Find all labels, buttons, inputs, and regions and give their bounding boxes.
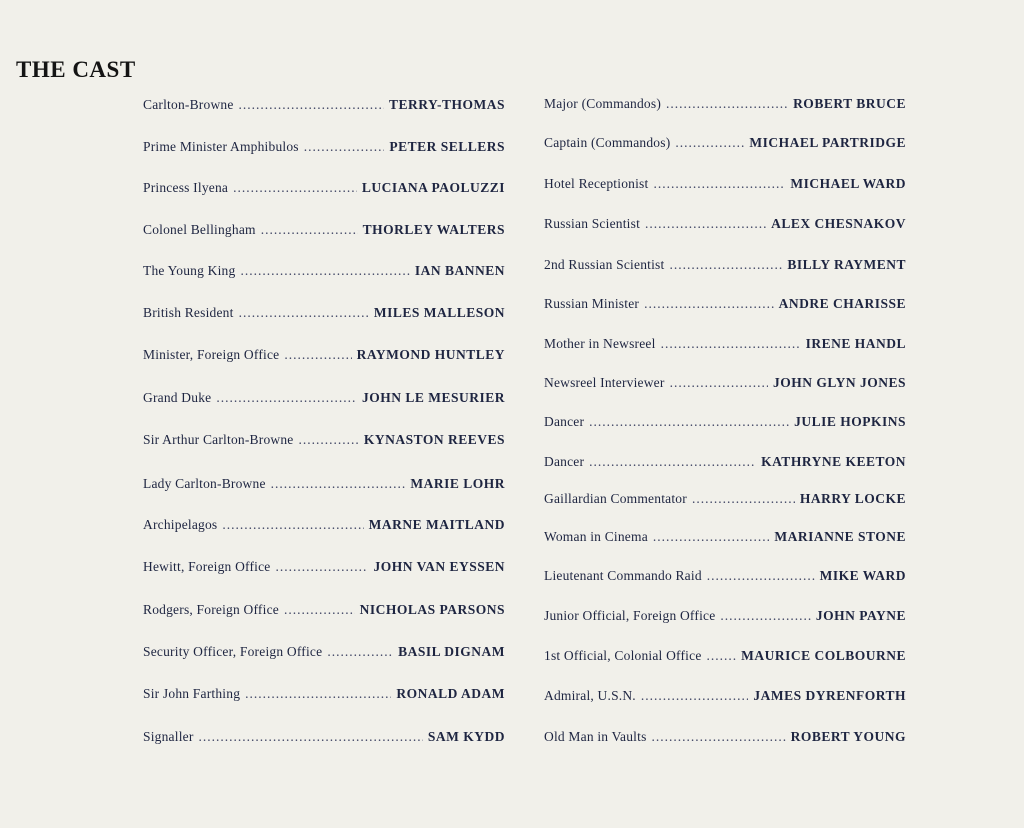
page-title: THE CAST	[16, 57, 136, 82]
dot-leader	[589, 414, 789, 430]
actor-name: KATHRYNE KEETON	[761, 454, 906, 469]
actor-name: BILLY RAYMENT	[787, 257, 906, 272]
role-name: Admiral, U.S.N.	[544, 688, 636, 703]
cast-entry	[544, 216, 906, 232]
role-name: Junior Official, Foreign Office	[544, 608, 716, 623]
role-name: Major (Commandos)	[544, 96, 662, 111]
cast-entry	[544, 454, 906, 470]
dot-leader	[298, 432, 358, 448]
cast-entry	[544, 729, 906, 745]
dot-leader	[240, 263, 409, 279]
dot-leader	[644, 296, 774, 312]
role-name: Carlton-Browne	[143, 97, 234, 112]
dot-leader	[222, 517, 363, 533]
cast-entry	[544, 491, 906, 507]
actor-name: JOHN PAYNE	[815, 608, 906, 623]
dot-leader	[707, 648, 737, 664]
actor-name: JOHN VAN EYSSEN	[373, 559, 505, 574]
dot-leader	[692, 491, 795, 507]
actor-name: MILES MALLESON	[373, 305, 505, 320]
dot-leader	[245, 686, 391, 702]
dot-leader	[720, 608, 810, 624]
role-name: Sir John Farthing	[143, 686, 241, 701]
cast-entry	[544, 257, 906, 273]
cast-entry	[143, 559, 505, 575]
role-name: Russian Scientist	[544, 216, 641, 231]
role-name: The Young King	[143, 263, 236, 278]
actor-name: BASIL DIGNAM	[398, 644, 505, 659]
dot-leader	[652, 729, 786, 745]
role-name: Dancer	[544, 414, 585, 429]
actor-name: RONALD ADAM	[396, 686, 505, 701]
actor-name: IAN BANNEN	[414, 263, 505, 278]
actor-name: MIKE WARD	[819, 568, 906, 583]
cast-entry	[143, 180, 505, 196]
role-name: Dancer	[544, 454, 585, 469]
actor-name: TERRY-THOMAS	[388, 97, 505, 112]
cast-entry	[544, 296, 906, 312]
dot-leader	[669, 257, 782, 273]
cast-entry	[143, 729, 505, 745]
dot-leader	[653, 176, 785, 192]
cast-entry	[143, 476, 505, 492]
cast-entry	[544, 135, 906, 151]
role-name: Archipelagos	[143, 517, 218, 532]
actor-name: MICHAEL WARD	[790, 176, 906, 191]
role-name: Signaller	[143, 729, 194, 744]
dot-leader	[645, 216, 766, 232]
dot-leader	[276, 559, 369, 575]
actor-name: MARIE LOHR	[410, 476, 505, 491]
actor-name: NICHOLAS PARSONS	[359, 602, 505, 617]
role-name: Minister, Foreign Office	[143, 347, 280, 362]
actor-name: ANDRE CHARISSE	[778, 296, 906, 311]
actor-name: MARNE MAITLAND	[368, 517, 505, 532]
role-name: Lieutenant Commando Raid	[544, 568, 702, 583]
actor-name: LUCIANA PAOLUZZI	[361, 180, 505, 195]
cast-entry	[544, 568, 906, 584]
role-name: Hotel Receptionist	[544, 176, 649, 191]
role-name: Hewitt, Foreign Office	[143, 559, 271, 574]
cast-entry	[544, 176, 906, 192]
role-name: Woman in Cinema	[544, 529, 648, 544]
cast-entry	[143, 432, 505, 448]
role-name: Security Officer, Foreign Office	[143, 644, 323, 659]
role-name: Old Man in Vaults	[544, 729, 647, 744]
actor-name: MICHAEL PARTRIDGE	[749, 135, 906, 150]
actor-name: JULIE HOPKINS	[794, 414, 906, 429]
cast-entry	[143, 644, 505, 660]
actor-name: ROBERT BRUCE	[793, 96, 906, 111]
cast-entry	[143, 686, 505, 702]
cast-entry	[143, 390, 505, 406]
actor-name: KYNASTON REEVES	[363, 432, 505, 447]
role-name: Newsreel Interviewer	[544, 375, 665, 390]
dot-leader	[670, 375, 768, 391]
actor-name: HARRY LOCKE	[799, 491, 906, 506]
dot-leader	[216, 390, 357, 406]
dot-leader	[261, 222, 358, 238]
actor-name: JOHN GLYN JONES	[772, 375, 906, 390]
role-name: 2nd Russian Scientist	[544, 257, 665, 272]
cast-entry	[143, 222, 505, 238]
dot-leader	[271, 476, 406, 492]
actor-name: ROBERT YOUNG	[790, 729, 906, 744]
role-name: 1st Official, Colonial Office	[544, 648, 702, 663]
cast-entry	[544, 529, 906, 545]
cast-entry	[544, 608, 906, 624]
actor-name: MAURICE COLBOURNE	[741, 648, 906, 663]
dot-leader	[653, 529, 769, 545]
cast-entry	[143, 97, 505, 113]
role-name: Lady Carlton-Browne	[143, 476, 266, 491]
actor-name: RAYMOND HUNTLEY	[356, 347, 505, 362]
dot-leader	[327, 644, 393, 660]
role-name: Prime Minister Amphibulos	[143, 139, 299, 154]
actor-name: ALEX CHESNAKOV	[771, 216, 906, 231]
dot-leader	[304, 139, 385, 155]
role-name: Mother in Newsreel	[544, 336, 656, 351]
dot-leader	[707, 568, 815, 584]
cast-entry	[544, 96, 906, 112]
role-name: Sir Arthur Carlton-Browne	[143, 432, 294, 447]
dot-leader	[641, 688, 748, 704]
cast-entry	[143, 139, 505, 155]
dot-leader	[233, 180, 357, 196]
actor-name: MARIANNE STONE	[774, 529, 906, 544]
actor-name: JOHN LE MESURIER	[361, 390, 505, 405]
role-name: Rodgers, Foreign Office	[143, 602, 279, 617]
role-name: Grand Duke	[143, 390, 212, 405]
dot-leader	[284, 347, 351, 363]
cast-entry	[544, 414, 906, 430]
actor-name: THORLEY WALTERS	[362, 222, 505, 237]
actor-name: PETER SELLERS	[389, 139, 505, 154]
role-name: Gaillardian Commentator	[544, 491, 687, 506]
cast-entry	[143, 347, 505, 363]
dot-leader	[284, 602, 355, 618]
cast-entry	[143, 305, 505, 321]
cast-entry	[143, 517, 505, 533]
cast-entry	[143, 263, 505, 279]
cast-entry	[544, 648, 906, 664]
dot-leader	[589, 454, 756, 470]
cast-entry	[544, 336, 906, 352]
dot-leader	[199, 729, 423, 745]
cast-entry	[544, 375, 906, 391]
role-name: Russian Minister	[544, 296, 640, 311]
dot-leader	[675, 135, 744, 151]
cast-entry	[544, 688, 906, 704]
dot-leader	[239, 97, 384, 113]
role-name: British Resident	[143, 305, 234, 320]
dot-leader	[666, 96, 788, 112]
cast-entry	[143, 602, 505, 618]
actor-name: IRENE HANDL	[805, 336, 906, 351]
role-name: Captain (Commandos)	[544, 135, 671, 150]
dot-leader	[661, 336, 801, 352]
role-name: Colonel Bellingham	[143, 222, 256, 237]
actor-name: SAM KYDD	[427, 729, 505, 744]
role-name: Princess Ilyena	[143, 180, 229, 195]
actor-name: JAMES DYRENFORTH	[753, 688, 906, 703]
dot-leader	[239, 305, 369, 321]
